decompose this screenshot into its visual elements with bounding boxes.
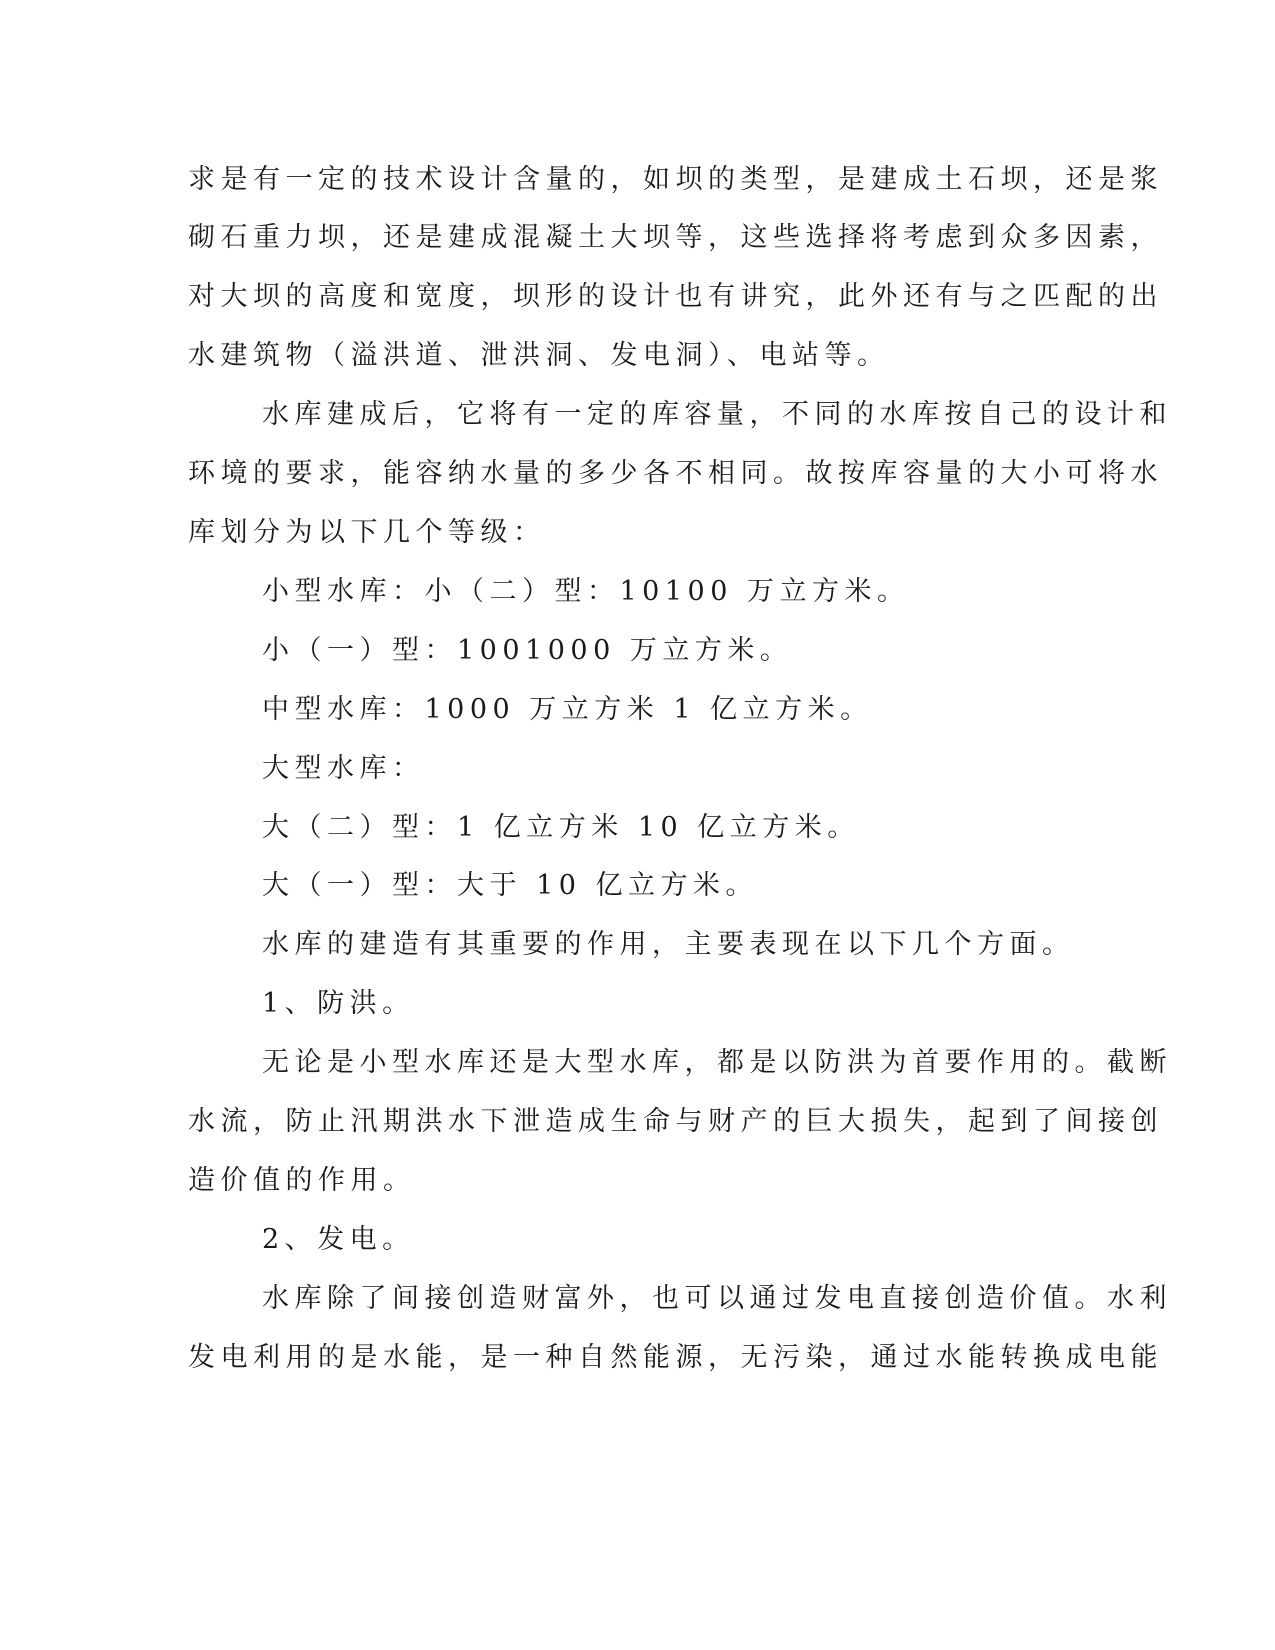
section-heading-power-generation: 2、发电。 (262, 1224, 415, 1255)
text-line: 环境的要求，能容纳水量的多少各不相同。故按库容量的大小可将水 (188, 458, 1163, 489)
text-line: 对大坝的高度和宽度，坝形的设计也有讲究，此外还有与之匹配的出 (188, 281, 1163, 312)
reservoir-class-large-2: 大（二）型：1 亿立方米 10 亿立方米。 (262, 812, 860, 843)
paragraph-start-line: 无论是小型水库还是大型水库，都是以防洪为首要作用的。截断 (262, 1047, 1172, 1078)
text-line: 发电利用的是水能，是一种自然能源，无污染，通过水能转换成电能 (188, 1342, 1163, 1373)
paragraph-start-line: 水库建成后，它将有一定的库容量，不同的水库按自己的设计和 (262, 399, 1172, 430)
text-line: 求是有一定的技术设计含量的，如坝的类型，是建成土石坝，还是浆 (188, 164, 1163, 195)
reservoir-class-small-1: 小（一）型：1001000 万立方米。 (262, 635, 793, 666)
text-line: 水流，防止汛期洪水下泄造成生命与财产的巨大损失，起到了间接创 (188, 1106, 1163, 1137)
text-line: 造价值的作用。 (188, 1165, 416, 1196)
section-heading-flood-control: 1、防洪。 (262, 988, 415, 1019)
reservoir-class-small-2: 小型水库：小（二）型：10100 万立方米。 (262, 576, 910, 607)
text-line: 库划分为以下几个等级： (188, 517, 546, 548)
paragraph-start-line: 水库的建造有其重要的作用，主要表现在以下几个方面。 (262, 929, 1075, 960)
reservoir-class-large-heading: 大型水库： (262, 753, 425, 784)
reservoir-class-medium: 中型水库：1000 万立方米 1 亿立方米。 (262, 694, 873, 725)
paragraph-start-line: 水库除了间接创造财富外，也可以通过发电直接创造价值。水利 (262, 1283, 1172, 1314)
reservoir-class-large-1: 大（一）型：大于 10 亿立方米。 (262, 870, 759, 901)
text-line: 砌石重力坝，还是建成混凝土大坝等，这些选择将考虑到众多因素， (188, 222, 1163, 253)
text-line: 水建筑物（溢洪道、泄洪洞、发电洞）、电站等。 (188, 340, 890, 371)
